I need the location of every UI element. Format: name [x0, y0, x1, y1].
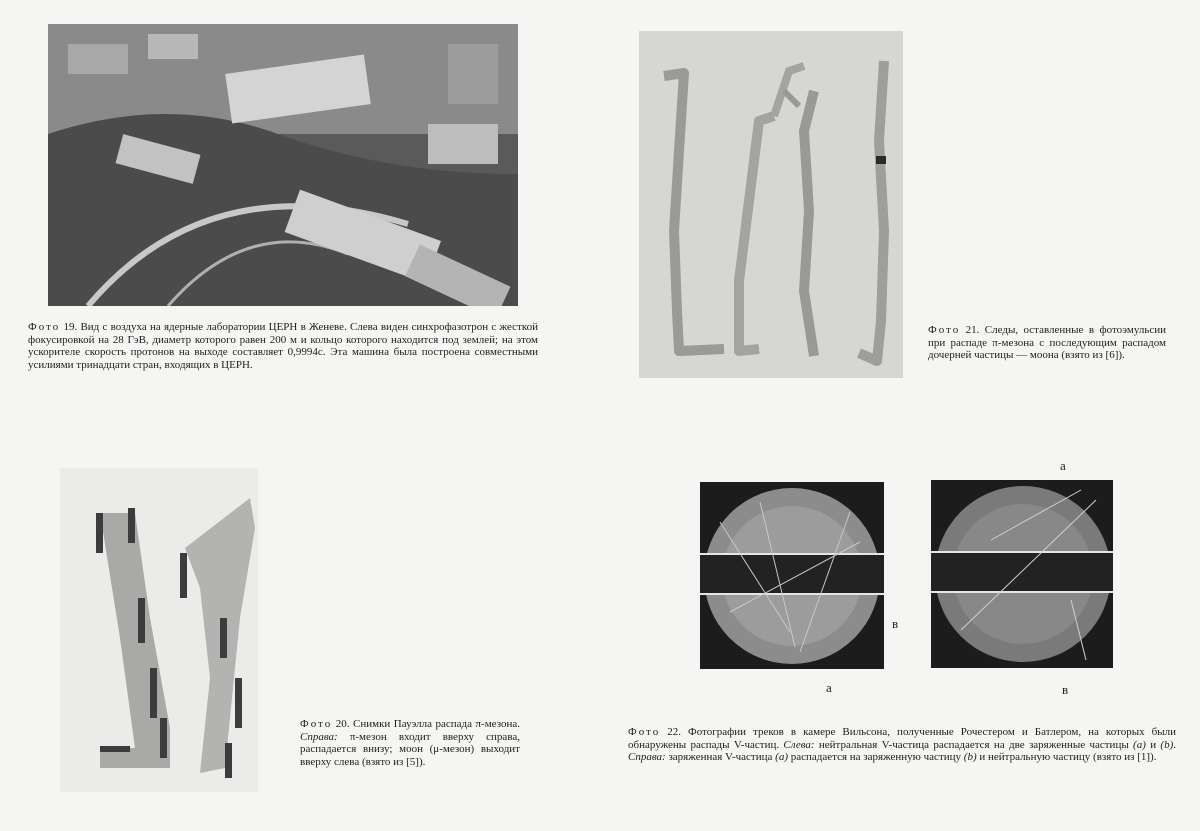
photo-22-label-left-a: a [826, 680, 832, 695]
photo-19-caption: Фото 19. Вид с воздуха на ядерные лаборатории ЦЕРН в Женеве. Слева виден синхрофазотрон с жесткой фокусировкой на 28 ГэВ, диаметр которого равен 200 м и кольцо которого находится под землей; на этом ускорителе скорость протонов на выходе составляет 0,9994c. Эта машина была построена совместными усилиями тринадцати стран, входящих в ЦЕРН. [28, 321, 538, 371]
photo-19-image [48, 24, 518, 306]
photo-22-left-image [700, 482, 884, 669]
photo-22-label-left-b: в [892, 616, 899, 631]
photo-20-caption: Фото 20. Снимки Пауэлла распада π-мезона. Справа: π-мезон входит вверху справа, распадается внизу; моон (μ-мезон) выходит вверху слева (взято из [5]). [300, 718, 520, 768]
photo-20-image [60, 468, 258, 792]
photo-21-image [639, 31, 903, 378]
photo-22-label-right-a: a [1060, 458, 1066, 473]
photo-22-label-right-b: в [1062, 682, 1069, 697]
photo-22-right-image [931, 480, 1113, 668]
photo-22-caption: Фото 22. Фотографии треков в камере Вильсона, полученные Рочестером и Батлером, на которых были обнаружены распады V-частиц. Слева: нейтральная V-частица распадается на две заряженные частицы (a) и (b). Справа: заряженная V-частица (a) распадается на заряженную частицу (b) и нейтральную частицу (взято из [1]). [628, 726, 1176, 764]
photo-21-caption: Фото 21. Следы, оставленные в фотоэмульсии при распаде π-мезона с последующим распадом дочерней частицы — моона (взято из [6]). [928, 324, 1166, 362]
